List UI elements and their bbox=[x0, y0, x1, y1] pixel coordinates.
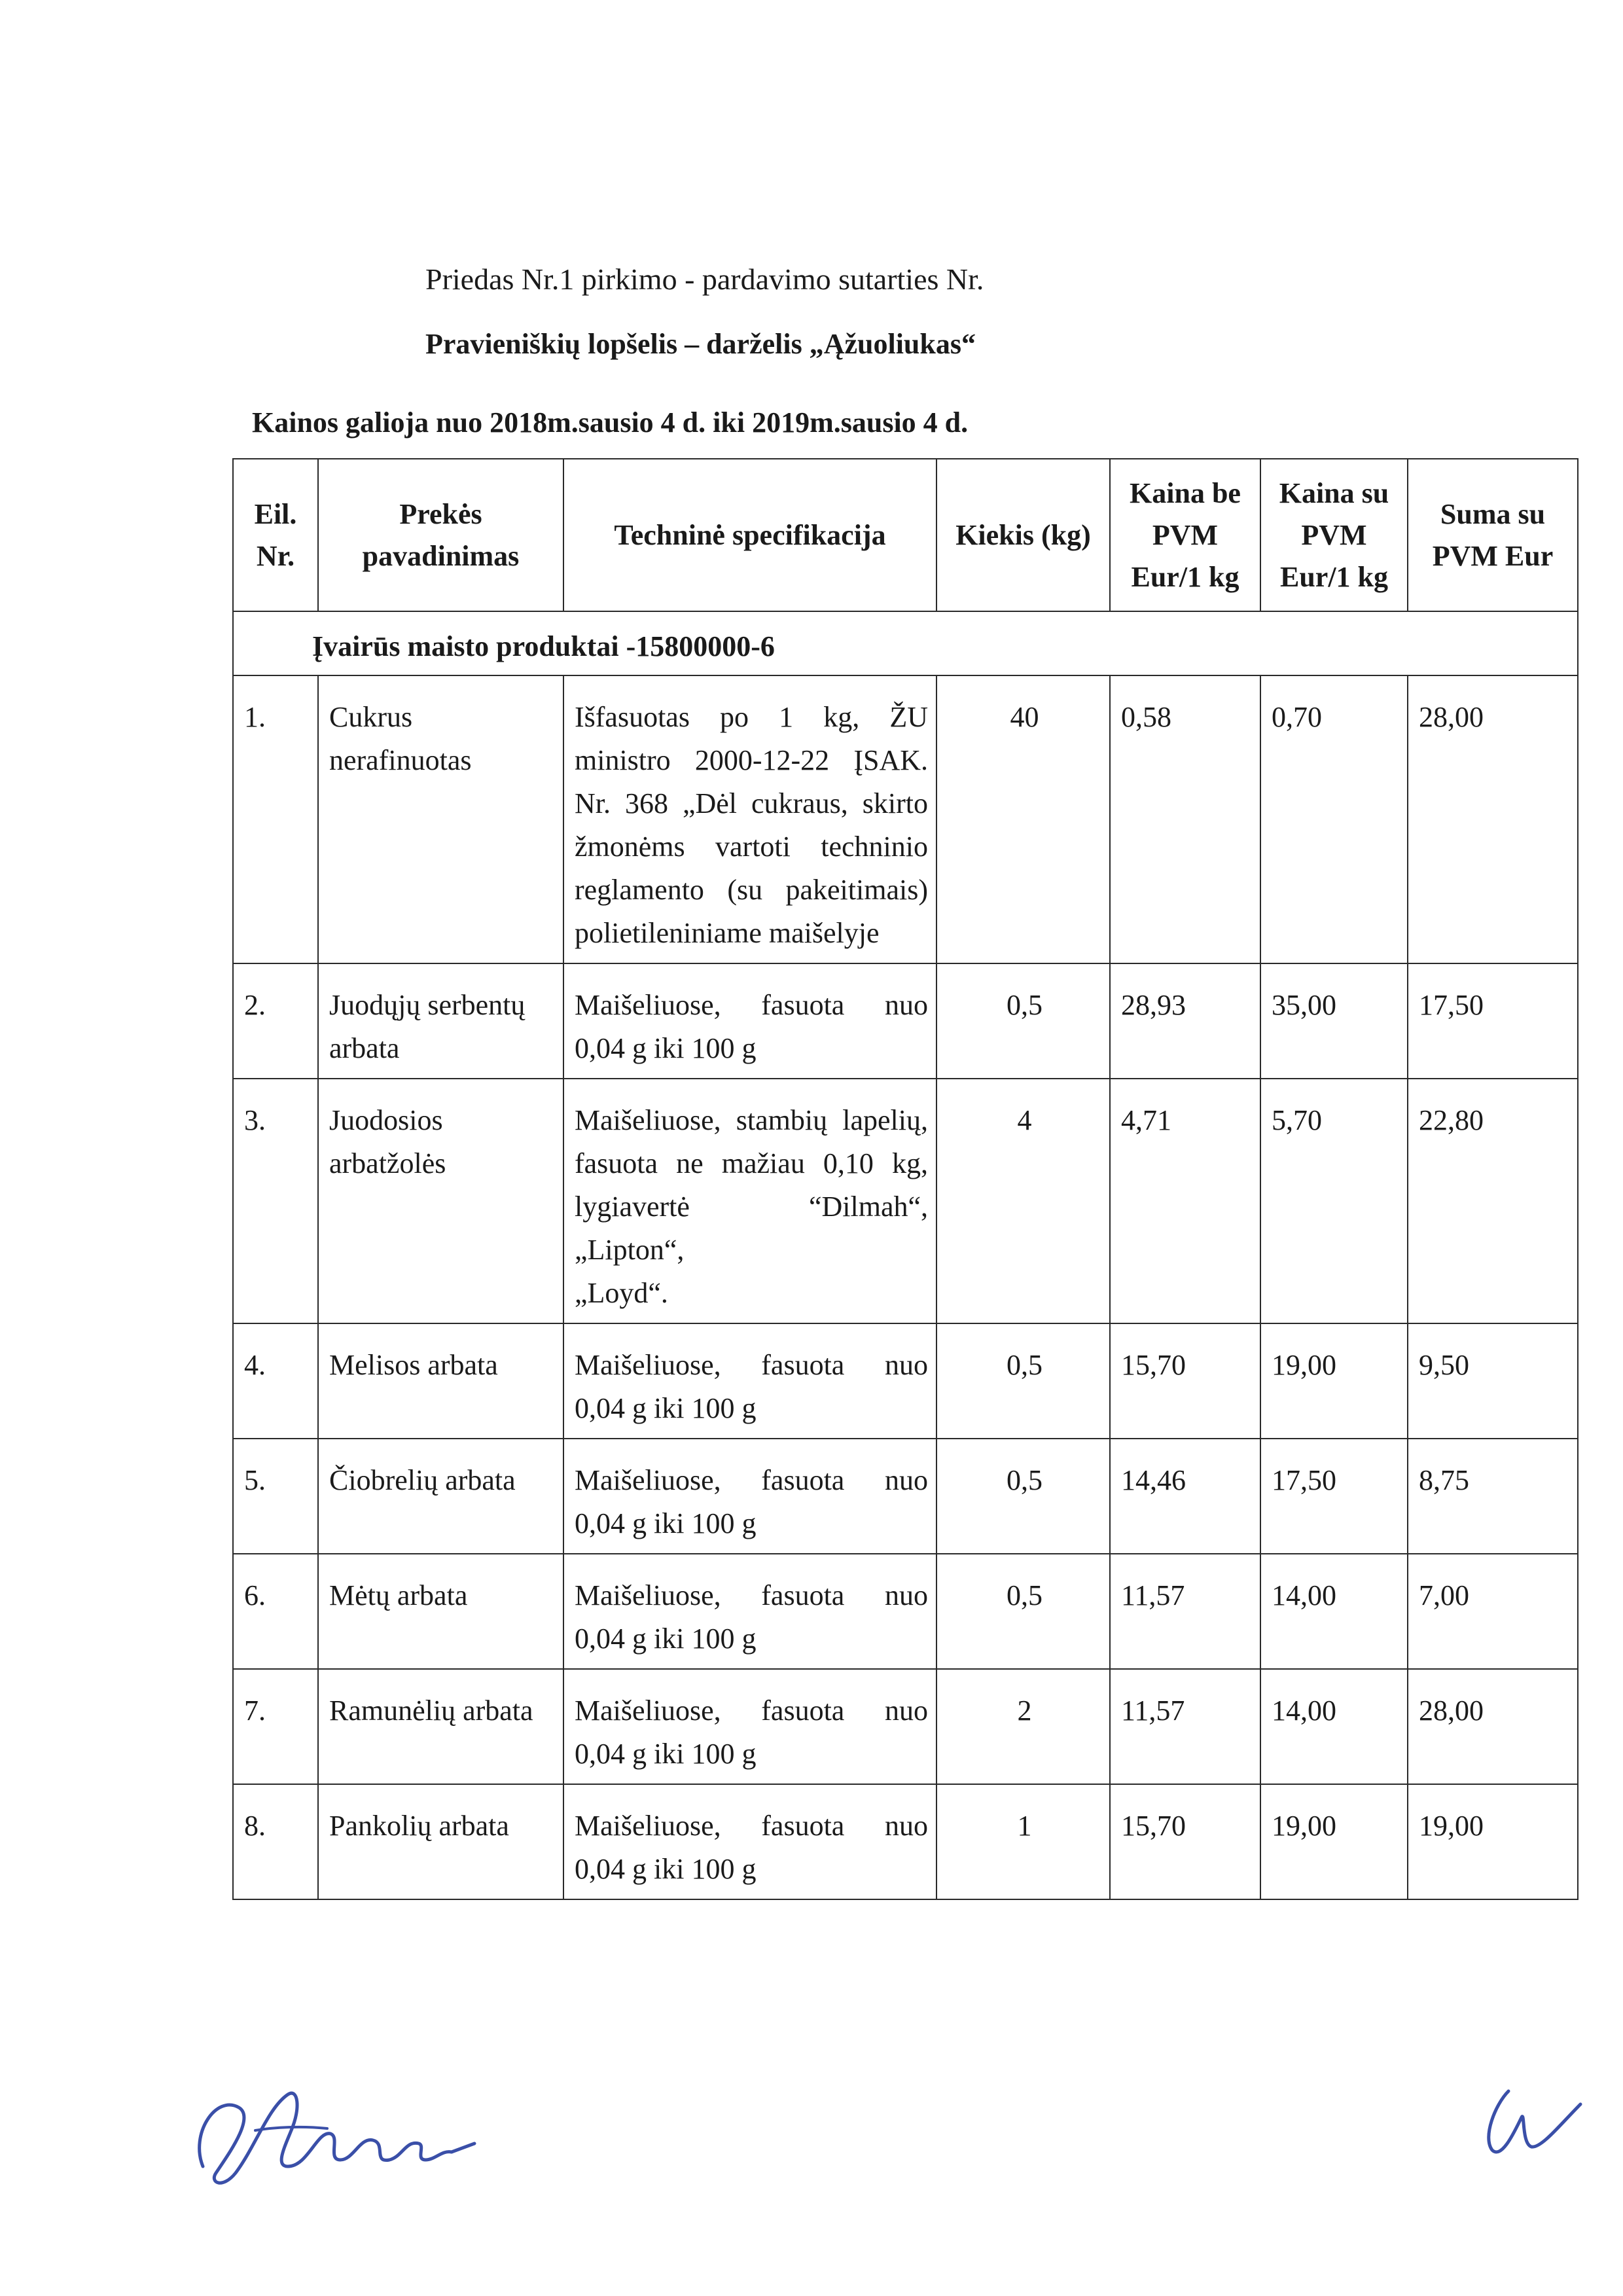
spec-text: Maišeliuose, fasuota nuo bbox=[575, 1349, 928, 1382]
row-spec bbox=[563, 1554, 936, 1669]
initials-right-icon bbox=[1469, 2078, 1587, 2176]
row-price-vat: 14,00 bbox=[1260, 1554, 1408, 1669]
row-qty: 0,5 bbox=[936, 963, 1110, 1079]
row-spec bbox=[563, 1784, 936, 1899]
row-name: Juodųjų serbentų arbata bbox=[318, 963, 563, 1079]
section-row bbox=[233, 611, 1578, 675]
spec-text-last: 0,04 g iki 100 g bbox=[575, 1738, 757, 1770]
row-nr: 7. bbox=[233, 1669, 318, 1784]
row-nr: 4. bbox=[233, 1323, 318, 1439]
row-nr: 3. bbox=[233, 1079, 318, 1323]
spec-text: Maišeliuose, fasuota nuo bbox=[575, 1695, 928, 1727]
spec-text-last: 0,04 g iki 100 g bbox=[575, 1032, 757, 1065]
table-row bbox=[233, 1784, 1578, 1899]
row-spec bbox=[563, 1439, 936, 1554]
row-name: Čiobrelių arbata bbox=[318, 1439, 563, 1554]
table-row bbox=[233, 1554, 1578, 1669]
row-price: 28,93 bbox=[1110, 963, 1260, 1079]
table-header-row bbox=[233, 459, 1578, 611]
col-header-price: Kaina be PVM Eur/1 kg bbox=[1110, 459, 1260, 611]
row-name: Ramunėlių arbata bbox=[318, 1669, 563, 1784]
spec-text-last: 0,04 g iki 100 g bbox=[575, 1392, 757, 1425]
row-nr: 1. bbox=[233, 675, 318, 963]
row-name: Pankolių arbata bbox=[318, 1784, 563, 1899]
row-sum: 28,00 bbox=[1408, 675, 1578, 963]
row-qty: 1 bbox=[936, 1784, 1110, 1899]
row-price-vat: 19,00 bbox=[1260, 1323, 1408, 1439]
spec-text-last: 0,04 g iki 100 g bbox=[575, 1507, 757, 1540]
table-row bbox=[233, 675, 1578, 963]
spec-text: Maišeliuose, stambių lapelių, fasuota ne mažiau 0,10 kg, lygiavertė “Dilmah“, „Lipton“, bbox=[575, 1104, 928, 1266]
row-price-vat: 35,00 bbox=[1260, 963, 1408, 1079]
col-header-qty: Kiekis (kg) bbox=[936, 459, 1110, 611]
row-sum: 7,00 bbox=[1408, 1554, 1578, 1669]
table-row bbox=[233, 1439, 1578, 1554]
annex-title: Priedas Nr.1 pirkimo - pardavimo sutarties Nr. bbox=[425, 262, 984, 296]
row-price-vat: 5,70 bbox=[1260, 1079, 1408, 1323]
row-name: Mėtų arbata bbox=[318, 1554, 563, 1669]
spec-text-last: 0,04 g iki 100 g bbox=[575, 1623, 757, 1655]
row-sum: 19,00 bbox=[1408, 1784, 1578, 1899]
row-sum: 8,75 bbox=[1408, 1439, 1578, 1554]
col-header-nr: Eil. Nr. bbox=[233, 459, 318, 611]
spec-text: Išfasuotas po 1 kg, ŽU ministro 2000-12-22 ĮSAK. Nr. 368 „Dėl cukraus, skirto žmonėms vartoti techninio reglamento (su pakeitimais) bbox=[575, 701, 928, 906]
row-nr: 8. bbox=[233, 1784, 318, 1899]
table-row bbox=[233, 963, 1578, 1079]
row-price: 15,70 bbox=[1110, 1784, 1260, 1899]
table-row bbox=[233, 1079, 1578, 1323]
price-table bbox=[232, 458, 1578, 1900]
row-price: 14,46 bbox=[1110, 1439, 1260, 1554]
row-price: 15,70 bbox=[1110, 1323, 1260, 1439]
table-row bbox=[233, 1669, 1578, 1784]
row-price-vat: 17,50 bbox=[1260, 1439, 1408, 1554]
row-sum: 9,50 bbox=[1408, 1323, 1578, 1439]
row-price-vat: 19,00 bbox=[1260, 1784, 1408, 1899]
organization-name: Pravieniškių lopšelis – darželis „Ąžuoliukas“ bbox=[425, 328, 976, 360]
row-price-vat: 14,00 bbox=[1260, 1669, 1408, 1784]
row-qty: 0,5 bbox=[936, 1439, 1110, 1554]
col-header-spec: Techninė specifikacija bbox=[563, 459, 936, 611]
row-qty: 2 bbox=[936, 1669, 1110, 1784]
row-spec bbox=[563, 675, 936, 963]
spec-text: Maišeliuose, fasuota nuo bbox=[575, 1579, 928, 1612]
table-row bbox=[233, 1323, 1578, 1439]
row-spec bbox=[563, 1669, 936, 1784]
row-spec bbox=[563, 963, 936, 1079]
row-name: Cukrus nerafinuotas bbox=[318, 675, 563, 963]
row-sum: 17,50 bbox=[1408, 963, 1578, 1079]
row-nr: 6. bbox=[233, 1554, 318, 1669]
row-sum: 22,80 bbox=[1408, 1079, 1578, 1323]
spec-text: Maišeliuose, fasuota nuo bbox=[575, 1810, 928, 1842]
row-price-vat: 0,70 bbox=[1260, 675, 1408, 963]
row-spec bbox=[563, 1079, 936, 1323]
row-name: Melisos arbata bbox=[318, 1323, 563, 1439]
col-header-price-vat: Kaina su PVM Eur/1 kg bbox=[1260, 459, 1408, 611]
row-qty: 4 bbox=[936, 1079, 1110, 1323]
col-header-sum: Suma su PVM Eur bbox=[1408, 459, 1578, 611]
row-price: 11,57 bbox=[1110, 1669, 1260, 1784]
row-qty: 0,5 bbox=[936, 1323, 1110, 1439]
row-qty: 40 bbox=[936, 675, 1110, 963]
spec-text: Maišeliuose, fasuota nuo bbox=[575, 1464, 928, 1497]
signature-left-icon bbox=[177, 2068, 478, 2199]
row-price: 4,71 bbox=[1110, 1079, 1260, 1323]
row-name: Juodosios arbatžolės bbox=[318, 1079, 563, 1323]
row-sum: 28,00 bbox=[1408, 1669, 1578, 1784]
row-nr: 2. bbox=[233, 963, 318, 1079]
spec-text: Maišeliuose, fasuota nuo bbox=[575, 989, 928, 1022]
row-qty: 0,5 bbox=[936, 1554, 1110, 1669]
row-price: 0,58 bbox=[1110, 675, 1260, 963]
row-spec bbox=[563, 1323, 936, 1439]
spec-text-last: „Loyd“. bbox=[575, 1277, 668, 1310]
row-price: 11,57 bbox=[1110, 1554, 1260, 1669]
spec-text-last: polietileniniame maišelyje bbox=[575, 917, 880, 950]
col-header-name: Prekės pavadinimas bbox=[318, 459, 563, 611]
validity-period: Kainos galioja nuo 2018m.sausio 4 d. iki 2019m.sausio 4 d. bbox=[252, 406, 969, 439]
section-label: Įvairūs maisto produktai -15800000-6 bbox=[233, 611, 1578, 675]
spec-text-last: 0,04 g iki 100 g bbox=[575, 1853, 757, 1886]
row-nr: 5. bbox=[233, 1439, 318, 1554]
